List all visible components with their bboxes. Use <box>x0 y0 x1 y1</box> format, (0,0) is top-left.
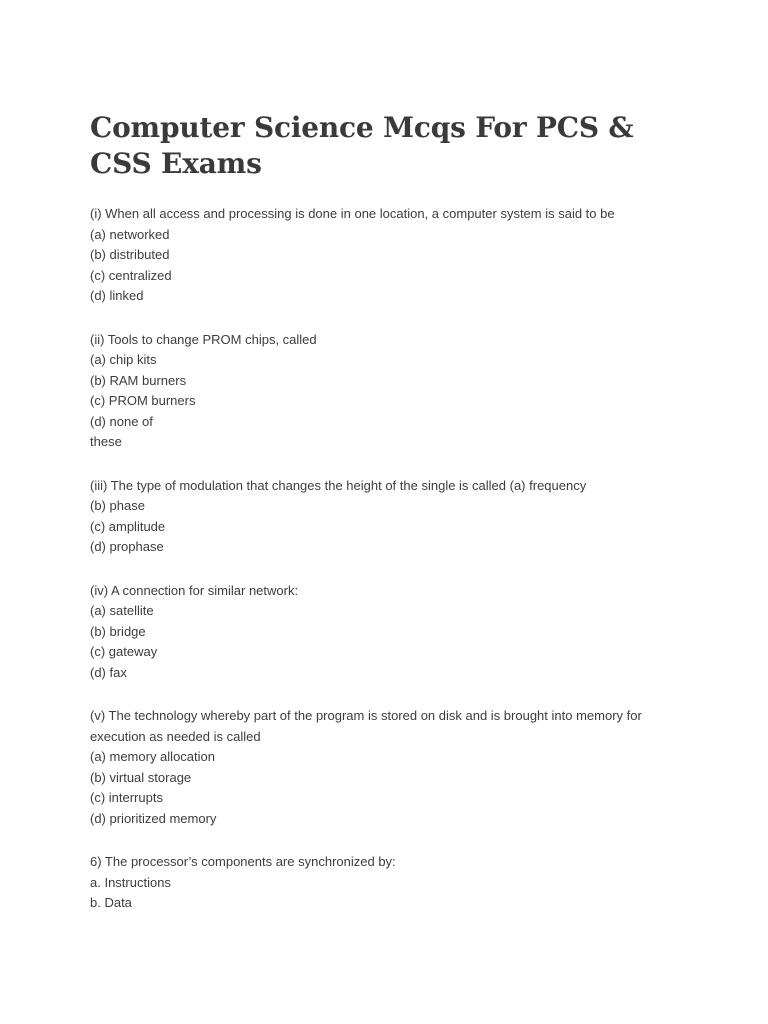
question-block-1 <box>90 204 690 307</box>
question-5-option-c: (c) interrupts <box>90 790 163 805</box>
question-6-option-b: b. Data <box>90 895 132 910</box>
question-4-option-b: (b) bridge <box>90 623 146 639</box>
question-2-option-b: (b) RAM burners <box>90 372 187 388</box>
document-page <box>90 110 690 937</box>
question-1-stem: (i) When all access and processing is done in one location, a computer system is said to be <box>90 206 615 221</box>
question-1-option-b: (b) distributed <box>90 247 170 262</box>
question-2-option-d: (d) none of <box>90 413 153 429</box>
question-3-option-c: (c) amplitude <box>90 518 166 534</box>
question-6-stem: 6) The processor’s components are synchronized by: <box>90 854 396 869</box>
question-block-2 <box>90 330 690 453</box>
question-5-stem-continued: execution as needed is called <box>90 728 261 744</box>
question-1-option-c: (c) centralized <box>90 267 172 283</box>
question-5-option-d: (d) prioritized memory <box>90 810 217 826</box>
question-3-stem: (iii) The type of modulation that changes the height of the single is called (a) frequency <box>90 477 587 493</box>
question-4-option-a: (a) satellite <box>90 603 154 618</box>
question-3-option-b: (b) phase <box>90 498 145 513</box>
question-4-option-d: (d) fax <box>90 664 127 680</box>
question-5-option-a: (a) memory allocation <box>90 749 215 764</box>
question-4-option-c: (c) gateway <box>90 644 158 659</box>
question-2-stem: (ii) Tools to change PROM chips, called <box>90 331 317 347</box>
question-2-option-d-continued: these <box>90 434 122 449</box>
question-5-option-b: (b) virtual storage <box>90 769 192 785</box>
question-6-option-a: a. Instructions <box>90 874 171 890</box>
question-5-stem: (v) The technology whereby part of the program is stored on disk and is brought into memory for <box>90 708 642 723</box>
question-block-6 <box>90 852 690 914</box>
question-1-option-a: (a) networked <box>90 226 170 242</box>
question-block-3 <box>90 476 690 558</box>
question-3-option-d: (d) prophase <box>90 539 164 554</box>
page-title: Computer Science Mcqs For PCS & CSS Exams <box>90 111 634 180</box>
question-2-option-a: (a) chip kits <box>90 352 157 367</box>
question-block-5 <box>90 706 690 829</box>
question-block-4 <box>90 581 690 684</box>
question-2-option-c: (c) PROM burners <box>90 393 196 408</box>
question-4-stem: (iv) A connection for similar network: <box>90 582 299 598</box>
question-1-option-d: (d) linked <box>90 288 144 303</box>
